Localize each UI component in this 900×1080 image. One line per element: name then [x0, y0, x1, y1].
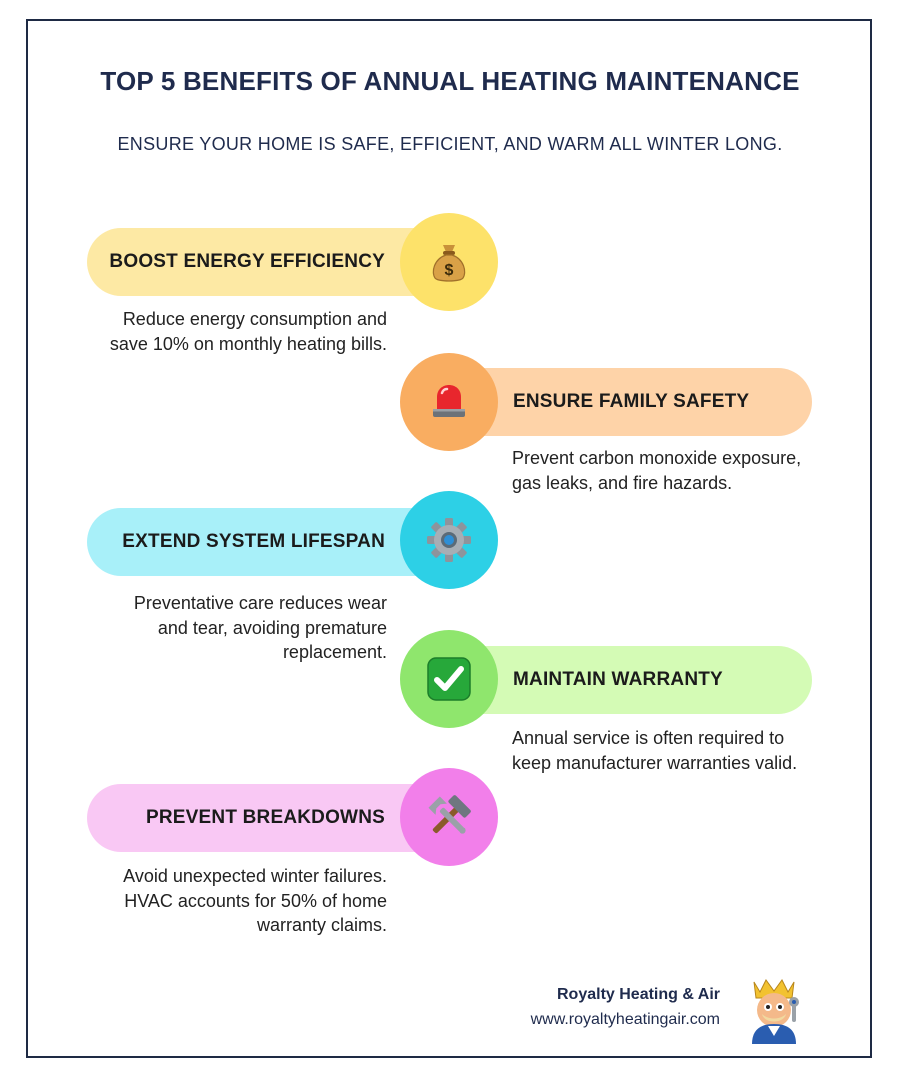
benefit-pill-system-lifespan: [87, 508, 449, 576]
benefit-circle: [400, 768, 498, 866]
siren-icon: [426, 379, 472, 425]
benefit-description: Annual service is often required to keep manufacturer warranties valid.: [512, 728, 798, 773]
benefit-circle: [400, 491, 498, 589]
svg-text:$: $: [444, 262, 454, 279]
page-title: TOP 5 BENEFITS OF ANNUAL HEATING MAINTENANCE: [100, 66, 800, 96]
king-mascot-icon: [738, 974, 810, 1046]
hammer-wrench-icon: [424, 792, 474, 842]
benefit-description: Avoid unexpected winter failures. HVAC accounts for 50% of home warranty claims.: [123, 866, 387, 935]
benefit-title: ENSURE FAMILY SAFETY: [513, 391, 750, 412]
benefit-description: Prevent carbon monoxide exposure, gas leaks, and fire hazards.: [512, 448, 802, 493]
benefit-pill-breakdowns: [87, 784, 449, 852]
benefit-title: MAINTAIN WARRANTY: [513, 669, 723, 690]
benefit-pill-warranty: [450, 646, 812, 714]
benefit-circle: [400, 630, 498, 728]
benefit-pill-family-safety: [450, 368, 812, 436]
benefit-circle: [400, 353, 498, 451]
gear-icon: [424, 515, 474, 565]
benefit-description: Preventative care reduces wear and tear, avoiding premature replacement.: [133, 593, 387, 662]
benefit-description: Reduce energy consumption and save 10% on monthly heating bills.: [109, 309, 387, 354]
benefit-title: BOOST ENERGY EFFICIENCY: [109, 251, 385, 272]
company-url[interactable]: www.royaltyheatingair.com: [530, 1011, 720, 1028]
money-bag-icon: [426, 239, 472, 285]
benefit-pill-energy-efficiency: [87, 228, 449, 296]
company-name: Royalty Heating & Air: [557, 986, 720, 1003]
benefit-title: EXTEND SYSTEM LIFESPAN: [122, 531, 385, 552]
benefit-title: PREVENT BREAKDOWNS: [145, 807, 385, 828]
page-subtitle: ENSURE YOUR HOME IS SAFE, EFFICIENT, AND WARM ALL WINTER LONG.: [117, 134, 783, 154]
check-mark-icon: [425, 655, 473, 703]
benefit-circle: [400, 213, 498, 311]
